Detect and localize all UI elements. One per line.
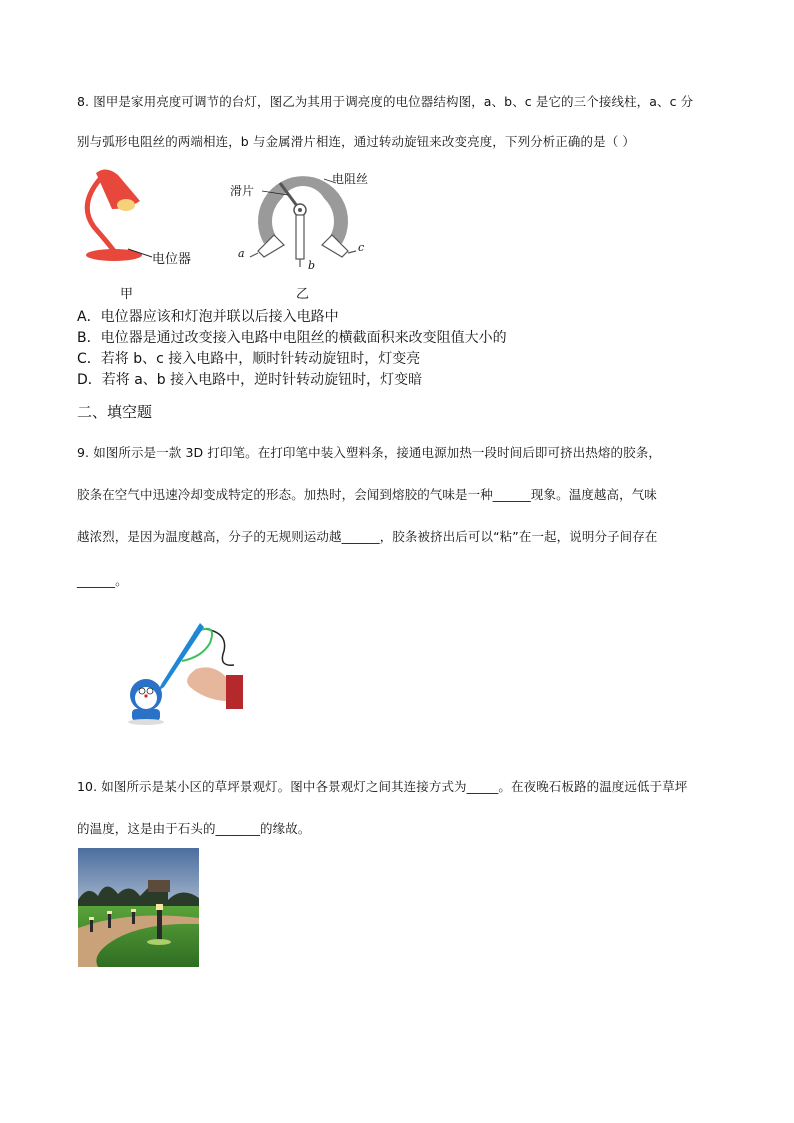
potentiometer-diagram <box>228 165 378 275</box>
q8-line1: 8. 图甲是家用亮度可调节的台灯，图乙为其用于调亮度的电位器结构图，a、b、c 是它的三个接线柱，a、c 分 <box>77 94 694 109</box>
sleeve <box>226 675 243 709</box>
option-d: D．若将 a、b 接入电路中，逆时针转动旋钮时，灯变暗 <box>77 372 423 388</box>
pavilion-roof <box>148 880 170 892</box>
q9-line2: 胶条在空气中迅速冷却变成特定的形态。加热时，会闻到熔胶的气味是一种______现象。温度越高，气味 <box>77 487 657 502</box>
terminal-a-wire <box>250 253 258 257</box>
q9-line3: 越浓烈，是因为温度越高，分子的无规则运动越______，胶条被挤出后可以“粘”在一起，说明分子间存在 <box>77 529 658 544</box>
q10-line2: 的温度，这是由于石头的_______的缘故。 <box>77 821 311 836</box>
3d-pen-photo <box>78 603 243 725</box>
toy-shadow <box>128 719 164 725</box>
lamp-light-1 <box>156 904 163 910</box>
q9-line4: ______。 <box>77 573 128 588</box>
option-c: C．若将 b、c 接入电路中，顺时针转动旋钮时，灯变亮 <box>77 351 421 367</box>
toy-eye-right <box>147 688 153 694</box>
option-a: A．电位器应该和灯泡并联以后接入电路中 <box>77 309 339 325</box>
potentiometer-label: 电位器 <box>152 252 192 265</box>
lawn-lamp-photo <box>78 848 199 967</box>
lamp-bulb <box>117 199 135 211</box>
lamp-light-2 <box>107 911 112 914</box>
lamp-light-3 <box>131 909 136 912</box>
caption-yi: 乙 <box>296 287 310 302</box>
section-title: 二、填空题 <box>77 403 153 421</box>
desk-lamp-figure <box>78 165 208 265</box>
slider-label: 滑片 <box>230 184 255 198</box>
caption-jia: 甲 <box>120 287 134 302</box>
q10-line1: 10. 如图所示是某小区的草坪景观灯。图中各景观灯之间其连接方式为_____。在夜晚石板路的温度远低于草坪 <box>77 779 688 794</box>
resistance-wire-label: 电阻丝 <box>332 172 369 186</box>
terminal-b-label: b <box>308 259 316 272</box>
toy-eye-left <box>139 688 145 694</box>
terminal-a-label: a <box>238 247 245 260</box>
toy-nose <box>144 694 147 697</box>
lamp-glow-1 <box>147 939 171 945</box>
lamp-light-4 <box>89 917 94 920</box>
option-b: B．电位器是通过改变接入电路中电阻丝的横截面积来改变阻值大小的 <box>77 330 507 346</box>
q9-line1: 9. 如图所示是一款 3D 打印笔。在打印笔中装入塑料条，接通电源加热一段时间后即可挤出热熔的胶条， <box>77 445 661 460</box>
terminal-c-wire <box>348 251 356 253</box>
toy-face <box>135 687 157 709</box>
q8-line2: 别与弧形电阻丝的两端相连，b 与金属滑片相连，通过转动旋钮来改变亮度，下列分析正确的是（ ） <box>77 134 635 149</box>
shaft-center <box>298 208 302 212</box>
lamp-post-3 <box>132 910 135 924</box>
terminal-c-label: c <box>358 241 365 254</box>
lamp-post-4 <box>90 918 93 932</box>
terminal-b-strip <box>296 215 304 259</box>
lamp-post-2 <box>108 912 111 928</box>
photo-bg <box>78 603 243 725</box>
lamp-post-1 <box>157 906 162 940</box>
